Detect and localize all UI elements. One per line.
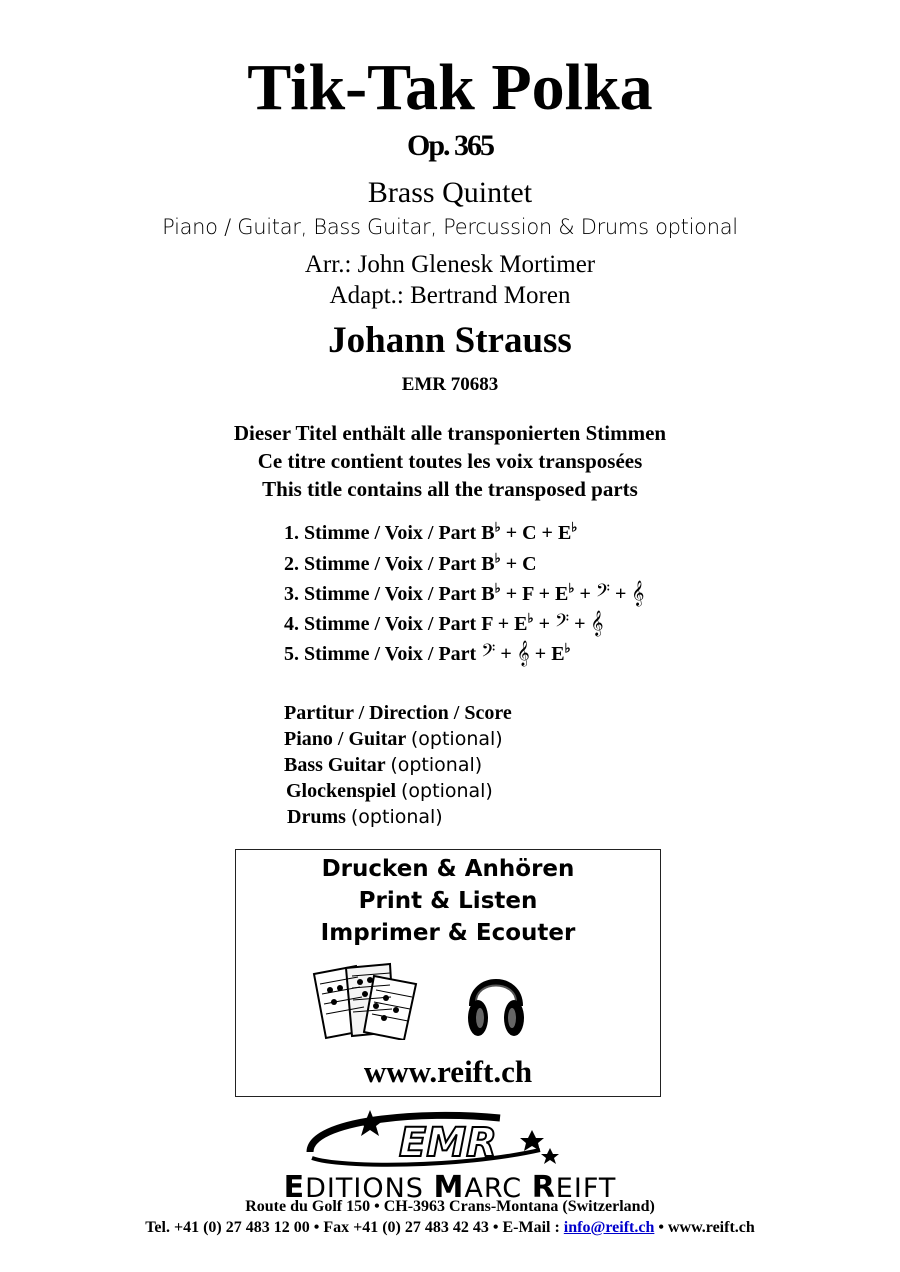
emr-logo-text: EMR (399, 1120, 497, 1166)
promo-english: Print & Listen (358, 888, 538, 914)
flat-icon: ♭ (494, 519, 501, 535)
emr-logo (300, 1108, 600, 1174)
bass-clef-icon: 𝄢 (481, 641, 496, 666)
opus-number: Op. 365 (406, 129, 494, 162)
email-link[interactable]: info@reift.ch (563, 1219, 655, 1236)
promo-german: Drucken & Anhören (321, 856, 575, 882)
contact-line: Tel. +41 (0) 27 483 12 00 • Fax +41 (0) 27 483 42 43 • E-Mail : info@reift.ch • www.reift.ch (145, 1219, 755, 1236)
headphones-icon (466, 962, 526, 1040)
part-4: 4. Stimme / Voix / Part F + E♭ + 𝄢 + 𝄞 (284, 610, 604, 636)
treble-clef-icon: 𝄞 (516, 641, 530, 666)
flat-icon: ♭ (564, 640, 571, 656)
part-label: Stimme / Voix / Part (304, 553, 477, 575)
part-number: 3. (284, 583, 299, 605)
flat-icon: ♭ (568, 580, 575, 596)
catalog-number: EMR 70683 (401, 374, 499, 395)
flat-icon: ♭ (527, 610, 534, 626)
part-label: Stimme / Voix / Part (304, 583, 477, 605)
ensemble: Brass Quintet (367, 176, 533, 209)
extra-score: Partitur / Direction / Score (284, 702, 512, 724)
extra-drums: Drums (optional) (287, 806, 443, 828)
part-5: 5. Stimme / Voix / Part 𝄢 + 𝄞 + E♭ (284, 640, 571, 666)
address: Route du Golf 150 • CH-3963 Crans-Montana (Switzerland) (245, 1198, 655, 1215)
arranger: Arr.: John Glenesk Mortimer (304, 251, 596, 278)
flat-icon: ♭ (494, 550, 501, 566)
adapter: Adapt.: Bertrand Moren (329, 282, 571, 309)
print-listen-box (235, 849, 661, 1097)
flat-icon: ♭ (571, 519, 578, 535)
part-1: 1. Stimme / Voix / Part B♭ + C + E♭ (284, 519, 578, 544)
extra-piano: Piano / Guitar (optional) (284, 728, 503, 750)
bass-clef-icon: 𝄢 (554, 611, 570, 636)
bass-clef-icon: 𝄢 (595, 581, 611, 606)
sheet-music-icon (310, 960, 422, 1040)
optional-instruments: Piano / Guitar, Bass Guitar, Percussion & Drums optional (162, 215, 738, 239)
title: Tik-Tak Polka (247, 51, 653, 124)
notice-english: This title contains all the transposed parts (262, 477, 638, 501)
website-link[interactable]: www.reift.ch (363, 1054, 533, 1089)
part-number: 4. (284, 613, 299, 635)
extra-glockenspiel: Glockenspiel (optional) (286, 780, 493, 802)
part-3: 3. Stimme / Voix / Part B♭ + F + E♭ + 𝄢 + 𝄞 (284, 580, 645, 606)
part-2: 2. Stimme / Voix / Part B♭ + C (284, 550, 537, 575)
notice-german: Dieser Titel enthält alle transponierten Stimmen (233, 421, 667, 445)
part-number: 5. (284, 643, 299, 665)
notice-french: Ce titre contient toutes les voix transposées (257, 449, 643, 473)
treble-clef-icon: 𝄞 (590, 611, 604, 636)
composer: Johann Strauss (328, 320, 572, 361)
treble-clef-icon: 𝄞 (631, 581, 645, 606)
flat-icon: ♭ (494, 580, 501, 596)
promo-french: Imprimer & Ecouter (320, 920, 576, 946)
part-number: 2. (284, 553, 299, 575)
part-label: Stimme / Voix / Part (304, 613, 477, 635)
extra-bass-guitar: Bass Guitar (optional) (284, 754, 483, 776)
publisher-name: EDITIONS MARC REIFT (283, 1170, 617, 1205)
part-label: Stimme / Voix / Part (304, 522, 477, 544)
part-number: 1. (284, 522, 299, 544)
part-label: Stimme / Voix / Part (304, 643, 477, 665)
